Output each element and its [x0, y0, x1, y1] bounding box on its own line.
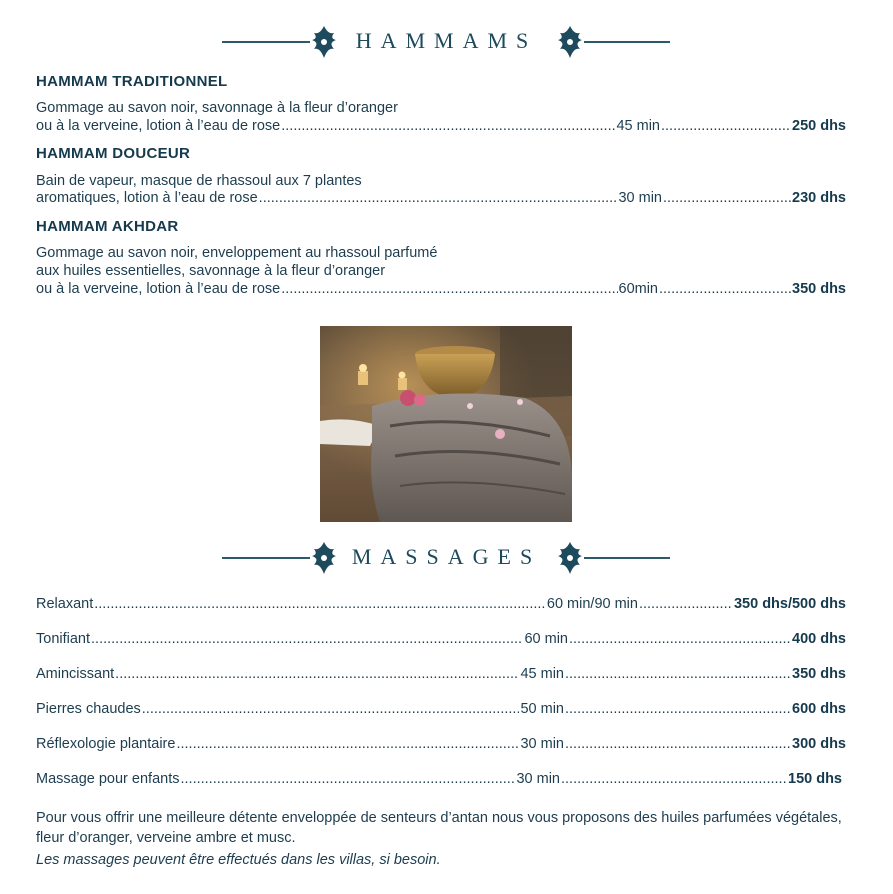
leader-dots — [281, 118, 615, 134]
row-label: Pierres chaudes — [36, 701, 141, 717]
row-price: 300 dhs — [792, 736, 846, 752]
leader-dots — [281, 281, 617, 297]
massage-row — [36, 666, 846, 686]
footer-description: Pour vous offrir une meilleure détente enveloppée de senteurs d’antan nous vous proposons des huiles parfumées végétales, fleur d’oranger, verveine ambre et musc. — [36, 810, 842, 846]
hammams-header — [0, 22, 893, 62]
towel-candles-image — [320, 326, 572, 522]
row-duration: 30 min — [618, 190, 662, 206]
leader-dots — [565, 736, 791, 752]
row-label: ou à la verveine, lotion à l’eau de rose — [36, 281, 281, 297]
row-duration: 60min — [618, 281, 658, 297]
row-price: 350 dhs — [792, 281, 846, 297]
row-duration: 30 min — [520, 736, 564, 752]
massage-row — [36, 596, 846, 616]
hammam-akhdar-title: HAMMAM AKHDAR — [36, 218, 179, 235]
row-label: ou à la verveine, lotion à l’eau de rose — [36, 118, 281, 134]
massages-header — [0, 538, 893, 578]
row-label: Massage pour enfants — [36, 771, 180, 787]
leader-dots — [115, 666, 519, 682]
row-duration: 50 min — [520, 701, 564, 717]
header-line-right — [584, 41, 670, 43]
row-price: 250 dhs — [792, 118, 846, 134]
leader-dots — [565, 666, 791, 682]
row-duration: 60 min — [524, 631, 568, 647]
row-price: 350 dhs/500 dhs — [733, 596, 846, 612]
row-label: Réflexologie plantaire — [36, 736, 176, 752]
hammam-traditionnel-desc: Gommage au savon noir, savonnage à la fleur d’oranger — [36, 100, 398, 116]
row-duration: 45 min — [616, 118, 660, 134]
hammam-douceur-desc: Bain de vapeur, masque de rhassoul aux 7 plantes — [36, 173, 362, 189]
leader-dots — [180, 771, 515, 787]
row-label: Amincissant — [36, 666, 115, 682]
leader-dots — [91, 631, 523, 647]
row-duration: 60 min/90 min — [546, 596, 638, 612]
hammam-traditionnel-title: HAMMAM TRADITIONNEL — [36, 73, 228, 90]
massage-row — [36, 631, 846, 651]
row-label: Tonifiant — [36, 631, 91, 647]
row-price: 230 dhs — [792, 190, 846, 206]
hammams-title: HAMMAMS — [355, 28, 538, 53]
row-price: 400 dhs — [792, 631, 846, 647]
hammam-akhdar-row — [36, 281, 846, 301]
leader-dots — [661, 118, 791, 134]
footer-note: Les massages peuvent être effectués dans les villas, si besoin. — [36, 852, 441, 868]
massages-title: MASSAGES — [351, 544, 542, 569]
leader-dots — [142, 701, 520, 717]
hammam-akhdar-desc-1: Gommage au savon noir, enveloppement au rhassoul parfumé — [36, 245, 438, 261]
massage-row — [36, 736, 846, 756]
row-label: Relaxant — [36, 596, 94, 612]
row-price: 150 dhs — [788, 771, 842, 787]
hammam-traditionnel-row — [36, 118, 846, 138]
row-duration: 45 min — [520, 666, 564, 682]
leader-dots — [565, 701, 791, 717]
leader-dots — [259, 190, 618, 206]
leader-dots — [569, 631, 791, 647]
leader-dots — [639, 596, 733, 612]
leader-dots — [659, 281, 791, 297]
leader-dots — [94, 596, 546, 612]
hammam-photo — [320, 326, 572, 522]
leader-dots — [176, 736, 519, 752]
hammam-douceur-row — [36, 190, 846, 210]
leader-dots — [561, 771, 787, 787]
row-label: aromatiques, lotion à l’eau de rose — [36, 190, 258, 206]
massage-row — [36, 701, 846, 721]
massage-row — [36, 771, 842, 791]
row-duration: 30 min — [516, 771, 560, 787]
header-line-right — [584, 557, 670, 559]
row-price: 600 dhs — [792, 701, 846, 717]
leader-dots — [663, 190, 791, 206]
hammam-akhdar-desc-2: aux huiles essentielles, savonnage à la fleur d’oranger — [36, 263, 386, 279]
row-price: 350 dhs — [792, 666, 846, 682]
hammam-douceur-title: HAMMAM DOUCEUR — [36, 145, 191, 162]
